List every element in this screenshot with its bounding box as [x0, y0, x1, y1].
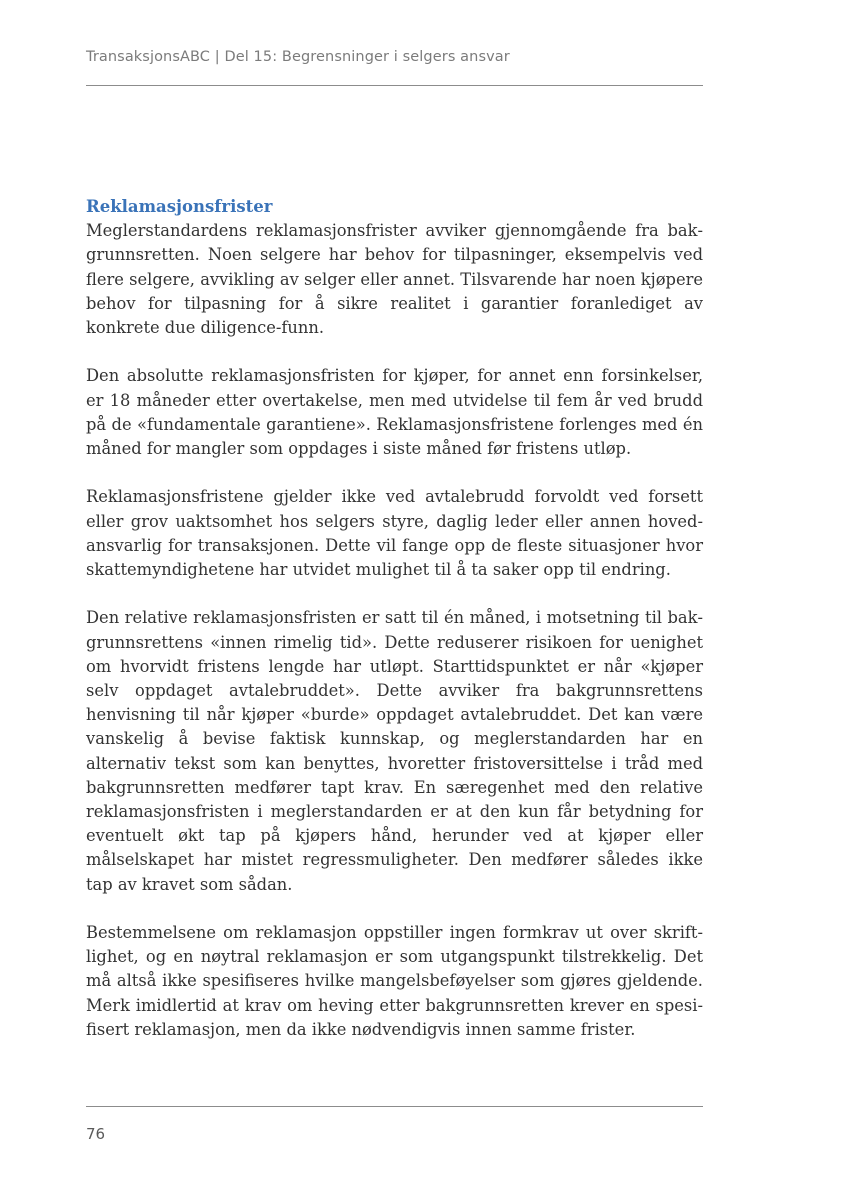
page-number: 76 — [86, 1125, 106, 1143]
footer-divider — [86, 1106, 703, 1107]
paragraph: Reklamasjonsfristene gjelder ikke ved avtalebrudd forvoldt ved forsett eller grov uaktsomhet hos selgers styre, daglig leder eller annen hovedansvarlig for transaksjonen. Dette vil fange opp de fleste situasjoner hvor skattemyndighetene har utvidet mulighet til å ta saker opp til endring. — [86, 487, 703, 580]
paragraph: Den relative reklamasjonsfristen er satt til én måned, i motsetning til bakgrunnsrettens «innen rimelig tid». Dette reduserer risikoen for uenighet om hvorvidt fristens lengde har utløpt. Starttidspunktet er når «kjøper selv oppdaget avtalebruddet». Dette avviker fra bakgrunnsrettens henvisning til når kjøper «burde» oppdaget avtalebruddet. Det kan være vanskelig å bevise faktisk kunnskap, og meglerstandarden har en alternativ tekst som kan benyttes, hvoretter fristoversittelse i tråd med bakgrunnsretten medfører tapt krav. En særegenhet med den relative reklamasjonsfristen i meglerstandarden er at den kun får betydning for eventuelt økt tap på kjøpers hånd, herunder ved at kjøper eller målselskapet har mistet regressmuligheter. Den medfører således ikke tap av kravet som sådan. — [86, 608, 703, 894]
main-content — [86, 195, 703, 1066]
header-divider — [86, 85, 703, 86]
paragraph: Bestemmelsene om reklamasjon oppstiller ingen formkrav ut over skriftlighet, og en nøytral reklamasjon er som utgangspunkt tilstrekkelig. Det må altså ikke spesifiseres hvilke mangelsbeføyelser som gjøres gjeldende. Merk imidlertid at krav om heving etter bakgrunnsretten krever en spesifisert reklamasjon, men da ikke nødvendigvis innen samme frister. — [86, 923, 703, 1039]
running-header: TransaksjonsABC | Del 15: Begrensninger i selgers ansvar — [86, 49, 510, 65]
section-title: Reklamasjonsfrister — [86, 197, 273, 216]
paragraph: Den absolutte reklamasjonsfristen for kjøper, for annet enn forsinkelser, er 18 måneder etter overtakelse, men med utvidelse til fem år ved brudd på de «fundamentale garantiene». Reklamasjonsfristene forlenges med én måned for mangler som oppdages i siste måned før fristens utløp. — [86, 366, 703, 459]
paragraph: Meglerstandardens reklamasjonsfrister avviker gjennomgående fra bakgrunnsretten. Noen selgere har behov for tilpasninger, eksempelvis ved flere selgere, avvikling av selger eller annet. Tilsvarende har noen kjøpere behov for tilpasning for å sikre realitet i garantier foranlediget av konkrete due diligence-funn. — [86, 221, 703, 338]
